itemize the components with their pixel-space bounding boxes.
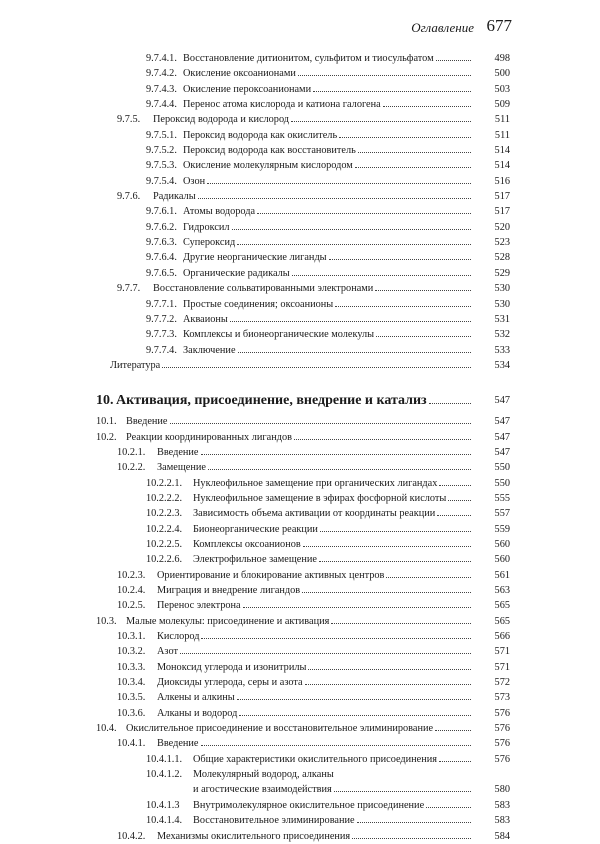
toc-entry-number: 9.7.5.1. — [146, 129, 177, 141]
toc-entry[interactable] — [0, 445, 600, 460]
toc-entry-number: 10.3.5. — [117, 692, 146, 704]
toc-entry-title: Радикалы — [153, 191, 196, 203]
toc-entry[interactable] — [0, 266, 600, 281]
toc-entry-page: 565 — [494, 615, 510, 627]
toc-entry-number: 10.4.1.2. — [146, 769, 183, 781]
toc-entry[interactable] — [0, 358, 600, 373]
toc-entry-page: 571 — [494, 661, 510, 673]
toc-entry-title: Перенос электрона — [157, 600, 241, 612]
toc-dot-leader — [201, 454, 471, 455]
toc-entry-page: 560 — [494, 538, 510, 550]
toc-entry-number: 10.2.2.1. — [146, 477, 183, 489]
toc-entry-title: Заключение — [183, 344, 236, 356]
toc-entry-page: 584 — [494, 830, 510, 842]
toc-entry[interactable] — [0, 97, 600, 112]
toc-entry-number: 10.3.2. — [117, 646, 146, 658]
toc-entry-title: Окисление оксоанионами — [183, 68, 296, 80]
toc-entry-page: 517 — [494, 206, 510, 218]
toc-entry-number: 10.4. — [96, 723, 117, 735]
toc-dot-leader — [201, 745, 471, 746]
toc-entry-page: 534 — [494, 359, 510, 371]
toc-dot-leader — [429, 403, 471, 404]
toc-entry-number: 10.4.1.3 — [146, 799, 180, 811]
toc-entry-title: Зависимость объема активации от координаты реакции — [193, 508, 436, 520]
toc-entry[interactable] — [0, 660, 600, 675]
toc-entry-page: 547 — [494, 416, 510, 428]
toc-entry-number: 9.7.6.4. — [146, 252, 177, 264]
toc-entry-page: 503 — [494, 83, 510, 95]
toc-entry-number: 9.7.4.1. — [146, 53, 177, 64]
toc-entry[interactable] — [0, 706, 600, 721]
toc-entry-page: 498 — [494, 53, 510, 64]
toc-entry-page: 530 — [494, 283, 510, 295]
toc-dot-leader — [339, 137, 471, 138]
toc-entry-number: 10.3.4. — [117, 677, 146, 689]
toc-entry[interactable] — [0, 343, 600, 358]
toc-entry-page: 576 — [494, 738, 510, 750]
toc-entry-title: Азот — [157, 646, 178, 658]
toc-dot-leader — [437, 515, 471, 516]
toc-entry-number: 9.7.5.4. — [146, 175, 177, 187]
toc-dot-leader — [298, 75, 471, 76]
toc-entry-title: Акваионы — [183, 313, 228, 325]
toc-spacer — [0, 373, 600, 388]
toc-entry-title: Моноксид углерода и изонитрилы — [157, 661, 307, 673]
toc-entry[interactable] — [0, 174, 600, 189]
toc-entry-number: 10.2.2.6. — [146, 554, 183, 566]
toc-entry-title: Механизмы окислительного присоединения — [157, 830, 351, 842]
toc-entry-title: Миграция и внедрение лигандов — [157, 585, 301, 596]
toc-entry-page: 517 — [494, 191, 510, 203]
toc-entry-title: Диоксиды углерода, серы и азота — [157, 677, 303, 689]
page-header — [0, 12, 600, 34]
toc-dot-leader — [313, 91, 471, 92]
toc-dot-leader — [162, 367, 471, 368]
toc-entry-number: 9.7.5. — [117, 114, 141, 126]
toc-entry-number: 10.2.2.3. — [146, 508, 183, 520]
toc-entry-title: Восстановление сольватированными электронами — [153, 283, 374, 295]
toc-entry-page: 550 — [494, 462, 510, 474]
toc-entry-number: 10.2.5. — [117, 600, 146, 612]
toc-entry[interactable] — [0, 128, 600, 143]
toc-entry-title: Общие характеристики окислительного присоединения — [193, 753, 437, 765]
toc-entry[interactable] — [0, 460, 600, 475]
toc-dot-leader — [329, 259, 471, 260]
toc-entry[interactable] — [0, 736, 600, 751]
toc-entry-number: 9.7.7.3. — [146, 329, 177, 341]
toc-entry-page: 530 — [494, 298, 510, 310]
toc-dot-leader — [320, 531, 471, 532]
toc-entry[interactable] — [0, 476, 600, 491]
toc-entry[interactable] — [0, 204, 600, 219]
toc-entry-title: Введение — [157, 446, 199, 458]
toc-entry-title: Окислительное присоединение и восстановительное элиминирование — [126, 723, 434, 735]
toc-dot-leader — [386, 577, 471, 578]
toc-entry[interactable] — [0, 598, 600, 613]
toc-entry-title: Активация, присоединение, внедрение и катализ — [116, 393, 427, 409]
toc-entry-number: 10.4.1. — [117, 738, 146, 750]
toc-entry-number: 9.7.6.1. — [146, 206, 177, 218]
toc-entry-number: 10.2.2.5. — [146, 538, 183, 550]
toc-entry[interactable] — [0, 66, 600, 81]
toc-entry-title: Комплексы и бионеорганические молекулы — [183, 329, 375, 341]
toc-entry-page: 573 — [494, 692, 510, 704]
toc-entry-number: 10.4.1.4. — [146, 815, 183, 827]
toc-entry[interactable] — [0, 327, 600, 342]
toc-entry-title: Молекулярный водород, алканы — [193, 769, 334, 781]
toc-dot-leader — [375, 290, 471, 291]
toc-entry[interactable] — [0, 112, 600, 127]
toc-dot-leader — [232, 229, 471, 230]
toc-entry-page: 528 — [494, 252, 510, 264]
toc-entry-page: 583 — [494, 799, 510, 811]
toc-entry-title: Восстановительное элиминирование — [193, 815, 355, 827]
toc-entry-number: 10.2.3. — [117, 569, 146, 581]
toc-entry-number: 9.7.7.1. — [146, 298, 177, 310]
toc-entry[interactable] — [0, 312, 600, 327]
toc-entry-number: 9.7.7.2. — [146, 313, 177, 325]
toc-entry-page: 550 — [494, 477, 510, 489]
toc-entry-number: 9.7.6.5. — [146, 267, 177, 279]
toc-entry-page: 560 — [494, 554, 510, 566]
toc-entry-title: Введение — [126, 416, 168, 428]
toc-dot-leader — [448, 500, 471, 501]
table-of-contents — [0, 51, 600, 844]
toc-dot-leader — [435, 730, 471, 731]
toc-entry[interactable] — [0, 414, 600, 429]
toc-entry-page: 557 — [494, 508, 510, 520]
toc-entry-page: 533 — [494, 344, 510, 356]
toc-entry-page: 523 — [494, 237, 510, 249]
toc-entry-page: 563 — [494, 585, 510, 596]
toc-entry-title: Электрофильное замещение — [193, 554, 317, 566]
toc-entry[interactable] — [0, 583, 600, 598]
toc-dot-leader — [201, 638, 471, 639]
toc-entry-title: Окисление молекулярным кислородом — [183, 160, 353, 172]
toc-entry-title: Кислород — [157, 631, 200, 643]
toc-entry[interactable] — [0, 782, 600, 797]
toc-dot-leader — [237, 244, 471, 245]
toc-entry-page: 576 — [494, 753, 510, 765]
page-number: 677 — [486, 16, 512, 35]
toc-entry-title: Другие неорганические лиганды — [183, 252, 327, 264]
toc-entry[interactable] — [0, 51, 600, 66]
toc-entry-title: Супероксид — [183, 237, 236, 249]
toc-dot-leader — [198, 198, 471, 199]
toc-entry-page: 547 — [494, 431, 510, 443]
toc-entry[interactable] — [0, 220, 600, 235]
toc-entry[interactable] — [0, 644, 600, 659]
toc-entry[interactable] — [0, 798, 600, 813]
toc-entry-title: Восстановление дитионитом, сульфитом и тиосульфатом — [183, 53, 434, 64]
toc-dot-leader — [302, 592, 471, 593]
toc-dot-leader — [291, 121, 471, 122]
toc-entry-number: 10. — [96, 393, 114, 409]
toc-entry[interactable] — [0, 235, 600, 250]
toc-entry-page: 559 — [494, 523, 510, 535]
toc-entry-title: Бионеорганические реакции — [193, 523, 318, 535]
toc-entry-page: 500 — [494, 68, 510, 80]
toc-entry[interactable] — [0, 491, 600, 506]
toc-entry-page: 576 — [494, 707, 510, 719]
toc-entry-number: 10.2.2.2. — [146, 492, 183, 504]
toc-entry-title: Ориентирование и блокирование активных центров — [157, 569, 385, 581]
toc-entry-title: Озон — [183, 175, 206, 187]
toc-dot-leader — [170, 423, 471, 424]
toc-entry-number: 10.4.2. — [117, 830, 146, 842]
toc-entry-title: Алканы и водород — [157, 707, 238, 719]
toc-dot-leader — [303, 546, 471, 547]
toc-entry-number: 10.3.3. — [117, 661, 146, 673]
toc-entry-page: 511 — [494, 114, 510, 126]
toc-entry-title: Органические радикалы — [183, 267, 290, 279]
toc-dot-leader — [357, 822, 471, 823]
toc-entry-title: Простые соединения; оксоанионы — [183, 298, 334, 310]
toc-entry[interactable] — [0, 430, 600, 445]
toc-entry-number: 10.2.1. — [117, 446, 146, 458]
toc-entry-number: 10.3.6. — [117, 707, 146, 719]
toc-dot-leader — [257, 213, 471, 214]
toc-entry-title: Атомы водорода — [183, 206, 256, 218]
toc-dot-leader — [180, 653, 471, 654]
toc-entry-title: Гидроксил — [183, 221, 230, 233]
toc-entry-page: 571 — [494, 646, 510, 658]
toc-dot-leader — [239, 715, 471, 716]
toc-entry-title: Окисление пероксоанионами — [183, 83, 312, 95]
toc-entry-number: 10.2.2.4. — [146, 523, 183, 535]
toc-entry-title: Внутримолекулярное окислительное присоединение — [193, 799, 425, 811]
toc-entry-page: 547 — [494, 446, 510, 458]
toc-entry-number: 10.1. — [96, 416, 117, 428]
toc-dot-leader — [355, 167, 471, 168]
toc-entry[interactable] — [0, 537, 600, 552]
toc-entry-page: 509 — [494, 99, 510, 111]
toc-entry-title: Малые молекулы: присоединение и активация — [126, 615, 330, 627]
toc-entry-number: 10.3. — [96, 615, 117, 627]
toc-dot-leader — [331, 623, 471, 624]
toc-entry[interactable] — [0, 82, 600, 97]
toc-entry-number: 9.7.5.2. — [146, 145, 177, 157]
toc-entry-title: Нуклеофильное замещение при органических лигандах — [193, 477, 438, 489]
toc-dot-leader — [426, 807, 471, 808]
toc-entry[interactable] — [0, 506, 600, 521]
toc-entry-page: 565 — [494, 600, 510, 612]
toc-entry-page: 531 — [494, 313, 510, 325]
toc-entry-number: 10.3.1. — [117, 631, 146, 643]
toc-entry-page: 580 — [494, 784, 510, 796]
toc-entry[interactable] — [0, 829, 600, 844]
toc-entry-number: 9.7.6. — [117, 191, 141, 203]
toc-entry-number: 10.2. — [96, 431, 117, 443]
toc-entry[interactable] — [0, 690, 600, 705]
toc-entry-title: Алкены и алкины — [157, 692, 235, 704]
toc-entry-title: Пероксид водорода как окислитель — [183, 129, 338, 141]
toc-dot-leader — [358, 152, 471, 153]
toc-entry-page: 520 — [494, 221, 510, 233]
toc-entry[interactable] — [0, 813, 600, 828]
toc-entry[interactable] — [0, 721, 600, 736]
toc-entry-title: Замещение — [157, 462, 206, 474]
toc-entry[interactable] — [0, 189, 600, 204]
toc-entry-number: 9.7.6.3. — [146, 237, 177, 249]
toc-entry-title: Комплексы оксоанионов — [193, 538, 301, 550]
toc-entry-page: 566 — [494, 631, 510, 643]
toc-entry-page: 532 — [494, 329, 510, 341]
toc-entry[interactable] — [0, 297, 600, 312]
toc-dot-leader — [230, 321, 471, 322]
toc-entry-page: 561 — [494, 569, 510, 581]
toc-entry[interactable] — [0, 158, 600, 173]
toc-entry-page: 514 — [494, 145, 510, 157]
toc-chapter-heading[interactable] — [0, 388, 600, 414]
toc-entry-number: 9.7.4.3. — [146, 83, 177, 95]
toc-entry-number: 10.4.1.1. — [146, 753, 183, 765]
toc-entry-title: и агостические взаимодействия — [193, 784, 332, 796]
running-title: Оглавление — [411, 20, 474, 35]
toc-entry-number: 9.7.7.4. — [146, 344, 177, 356]
toc-dot-leader — [292, 275, 471, 276]
toc-entry-title: Нуклеофильное замещение в эфирах фосфорной кислоты — [193, 492, 447, 504]
toc-dot-leader — [319, 561, 471, 562]
toc-entry-page: 511 — [494, 129, 510, 141]
toc-dot-leader — [308, 669, 471, 670]
toc-entry-number: 9.7.4.2. — [146, 68, 177, 80]
toc-dot-leader — [207, 183, 471, 184]
toc-dot-leader — [352, 838, 471, 839]
toc-entry[interactable] — [0, 250, 600, 265]
toc-dot-leader — [238, 352, 471, 353]
toc-entry-number: 10.2.2. — [117, 462, 146, 474]
toc-dot-leader — [436, 60, 471, 61]
toc-entry-number: 10.2.4. — [117, 585, 146, 596]
toc-dot-leader — [383, 106, 471, 107]
toc-entry-page: 555 — [494, 492, 510, 504]
toc-dot-leader — [294, 439, 471, 440]
toc-entry[interactable] — [0, 675, 600, 690]
toc-entry-page: 516 — [494, 175, 510, 187]
toc-entry-page: 547 — [494, 395, 510, 407]
toc-dot-leader — [335, 306, 471, 307]
toc-entry[interactable] — [0, 281, 600, 296]
toc-entry[interactable] — [0, 614, 600, 629]
toc-entry[interactable] — [0, 522, 600, 537]
toc-entry-number: 9.7.5.3. — [146, 160, 177, 172]
toc-entry-title: Пероксид водорода как восстановитель — [183, 145, 356, 157]
toc-entry-page: 514 — [494, 160, 510, 172]
toc-entry[interactable] — [0, 767, 600, 782]
toc-entry-title: Перенос атома кислорода и катиона галогена — [183, 99, 381, 111]
toc-dot-leader — [243, 607, 471, 608]
toc-entry[interactable] — [0, 143, 600, 158]
toc-dot-leader — [334, 791, 471, 792]
toc-dot-leader — [439, 761, 471, 762]
toc-entry-page: 572 — [494, 677, 510, 689]
toc-entry-title: Реакции координированных лигандов — [126, 431, 292, 443]
toc-entry-number: 9.7.7. — [117, 283, 141, 295]
toc-entry-number: 9.7.6.2. — [146, 221, 177, 233]
toc-dot-leader — [305, 684, 471, 685]
toc-dot-leader — [439, 485, 471, 486]
toc-entry-page: 576 — [494, 723, 510, 735]
toc-dot-leader — [237, 699, 471, 700]
toc-entry-title: Введение — [157, 738, 199, 750]
toc-entry[interactable] — [0, 629, 600, 644]
toc-entry[interactable] — [0, 752, 600, 767]
toc-entry-page: 583 — [494, 815, 510, 827]
toc-entry-title: Литература — [110, 359, 161, 371]
toc-entry-title: Пероксид водорода и кислород — [153, 114, 290, 126]
toc-dot-leader — [208, 469, 471, 470]
toc-entry-page: 529 — [494, 267, 510, 279]
toc-entry-number: 9.7.4.4. — [146, 99, 177, 111]
toc-dot-leader — [376, 336, 471, 337]
toc-entry[interactable] — [0, 568, 600, 583]
toc-entry[interactable] — [0, 552, 600, 567]
